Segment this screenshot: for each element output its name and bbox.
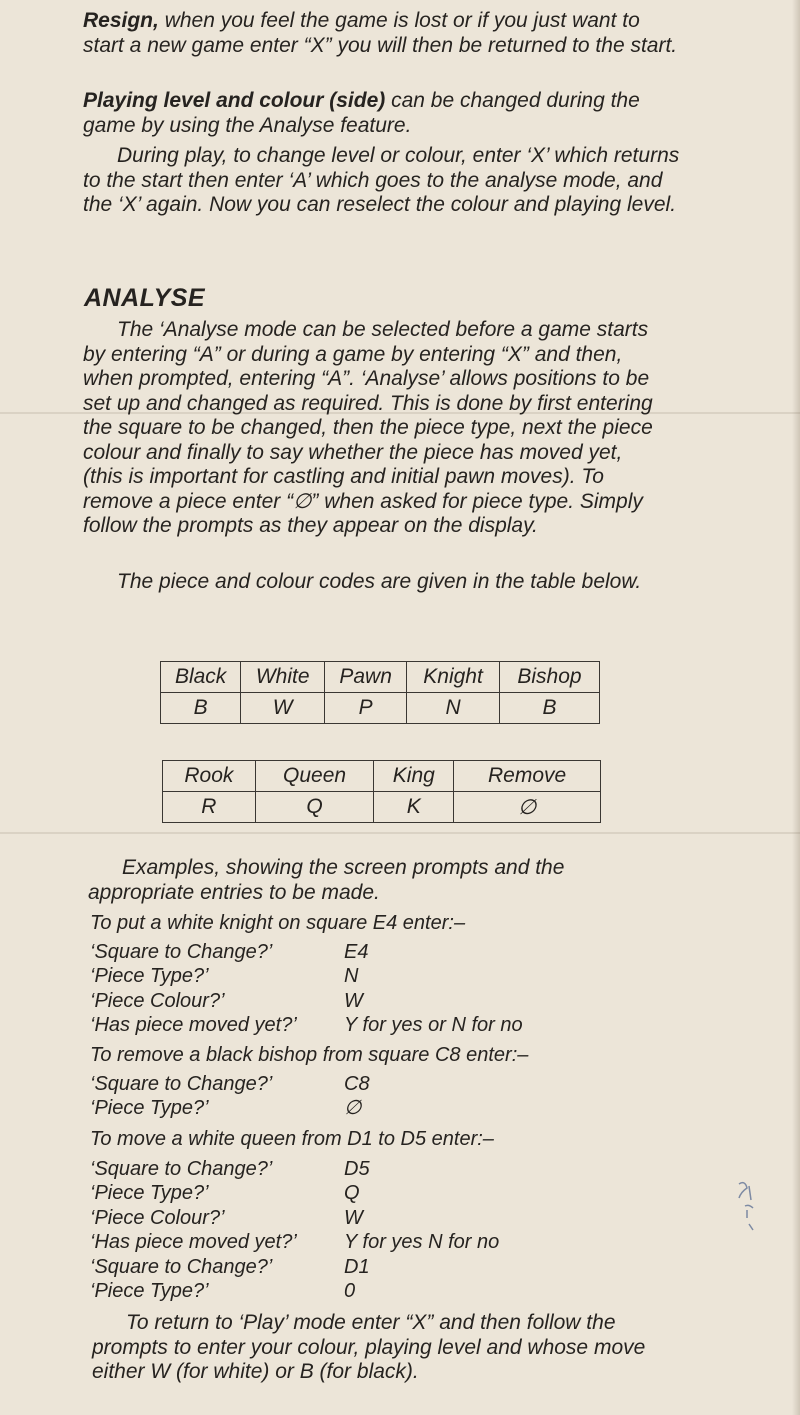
entry-text: Y for yes or N for no: [344, 1014, 523, 1037]
entry-text: D1: [344, 1255, 370, 1278]
prompt-text: ‘Piece Type?’: [90, 1182, 209, 1205]
entry-text: W: [344, 989, 363, 1012]
table-cell: N: [407, 693, 500, 724]
pencil-marks: [735, 1178, 765, 1243]
prompt-text: ‘Piece Type?’: [90, 1097, 209, 1120]
table-intro: The piece and colour codes are given in the table below.: [117, 570, 642, 593]
table-cell: Bishop: [499, 662, 599, 693]
entry-text: N: [344, 965, 359, 988]
resign-term: Resign,: [83, 9, 159, 32]
table-cell: Queen: [255, 761, 374, 792]
example-3-intro: To move a white queen from D1 to D5 enter:–: [90, 1128, 494, 1150]
resign-paragraph: [83, 9, 683, 58]
resign-text: when you feel the game is lost or if you just want to start a new game enter “X” you will then be returned to the start.: [83, 9, 678, 57]
prompt-text: ‘Has piece moved yet?’: [90, 1014, 297, 1037]
table-cell: P: [325, 693, 407, 724]
prompt-text: ‘Square to Change?’: [90, 1255, 273, 1278]
prompt-text: ‘Square to Change?’: [90, 1073, 273, 1095]
table-header-row: [161, 662, 600, 693]
prompt-text: ‘Has piece moved yet?’: [90, 1231, 297, 1254]
table-cell: Black: [161, 662, 241, 693]
during-play-paragraph: During play, to change level or colour, enter ‘X’ which returns to the start then enter ‘A’ which goes to the analyse mode, and the ‘X’ again. Now you can reselect the colour and playing level.: [83, 144, 680, 216]
prompt-text: ‘Piece Colour?’: [90, 989, 225, 1012]
table-row: [161, 693, 600, 724]
prompt-text: ‘Piece Colour?’: [90, 1206, 225, 1229]
entry-text: Y for yes N for no: [344, 1231, 500, 1254]
entry-text: D5: [344, 1158, 370, 1180]
table-cell: White: [241, 662, 325, 693]
table-cell: Knight: [407, 662, 500, 693]
playing-level-text: can be changed during the game by using the Analyse feature.: [83, 89, 640, 137]
table-header-row: [163, 761, 601, 792]
page-edge-shadow: [792, 0, 800, 1415]
entry-text: C8: [344, 1073, 370, 1095]
table-cell: Remove: [454, 761, 601, 792]
entry-text: W: [344, 1206, 363, 1229]
example-1-intro: To put a white knight on square E4 enter:–: [90, 912, 466, 934]
table-cell: Rook: [163, 761, 256, 792]
table-cell: W: [241, 693, 325, 724]
table-cell: R: [163, 792, 256, 823]
prompt-text: ‘Piece Type?’: [90, 1279, 209, 1302]
table-cell: B: [161, 693, 241, 724]
playing-level-paragraph: [83, 89, 683, 138]
piece-codes-table: [162, 760, 601, 823]
prompt-text: ‘Square to Change?’: [90, 941, 273, 963]
table-cell: B: [499, 693, 599, 724]
return-to-play-paragraph: To return to ‘Play’ mode enter “X” and then follow the prompts to enter your colour, playing level and whose move either W (for white) or B (for black).: [92, 1311, 646, 1383]
table-cell: Pawn: [325, 662, 407, 693]
table-cell: K: [374, 792, 454, 823]
prompt-text: ‘Piece Type?’: [90, 965, 209, 988]
entry-text: Q: [344, 1182, 360, 1205]
analyse-heading: ANALYSE: [84, 284, 206, 312]
table-cell: ∅: [454, 792, 601, 823]
example-2-intro: To remove a black bishop from square C8 enter:–: [90, 1044, 529, 1066]
prompt-text: ‘Square to Change?’: [90, 1158, 273, 1180]
piece-colour-codes-table: [160, 661, 600, 724]
analyse-body: The ‘Analyse mode can be selected before a game starts by entering “A” or during a game by entering “X” and then, when prompted, entering “A”. ‘Analyse’ allows positions to be set up and changed as required. This is done by first entering the square to be changed, then the piece type, next the piece colour and finally to say whether the piece has moved yet, (this is important for castling and initial pawn moves). To remove a piece enter “∅” when asked for piece type. Simply follow the prompts as they appear on the display.: [83, 318, 653, 537]
entry-text: ∅: [344, 1097, 362, 1120]
table-cell: King: [374, 761, 454, 792]
table-cell: Q: [255, 792, 374, 823]
playing-level-term: Playing level and colour (side): [83, 89, 386, 112]
entry-text: E4: [344, 941, 369, 963]
examples-intro: Examples, showing the screen prompts and the appropriate entries to be made.: [88, 856, 565, 904]
entry-text: 0: [344, 1279, 356, 1302]
fold-line: [0, 832, 800, 834]
table-row: [163, 792, 601, 823]
